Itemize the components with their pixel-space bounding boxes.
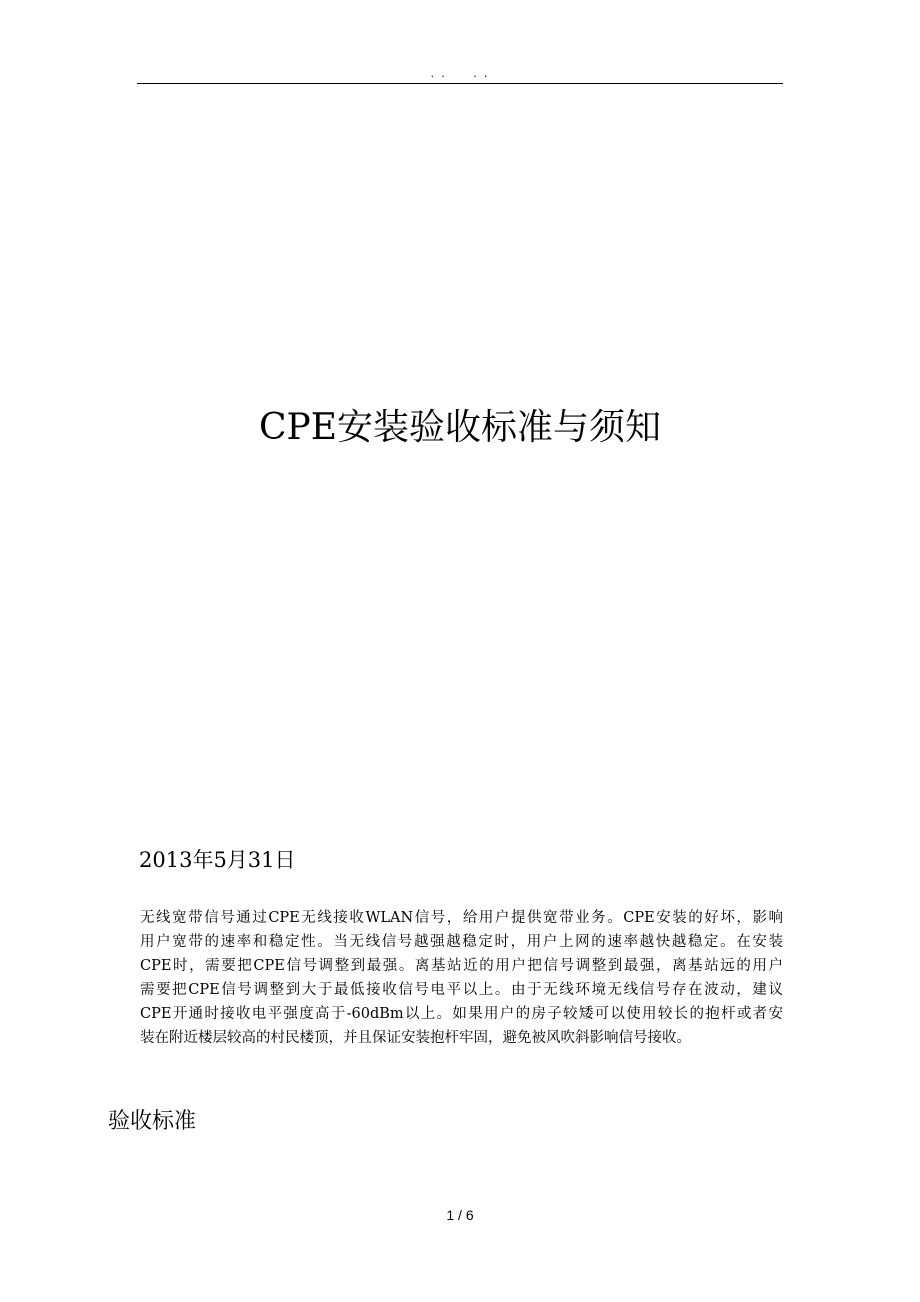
paragraph-line: 无线宽带信号通过CPE无线接收WLAN信号，给用户提供宽带业务。CPE安装的好坏，影响 (140, 910, 783, 926)
document-date: 2013年5月31日 (139, 848, 296, 872)
header-marks: . . . . (430, 66, 490, 80)
paragraph-line: CPE开通时接收电平强度高于-60dBm以上。如果用户的房子较矮可以使用较长的抱杆或者安 (140, 1006, 783, 1022)
header-divider (137, 83, 783, 84)
paragraph-line: 装在附近楼层较高的村民楼顶，并且保证安装抱杆牢固，避免被风吹斜影响信号接收。 (140, 1030, 691, 1046)
document-title: CPE安装验收标准与须知 (258, 407, 662, 448)
page-number: 1 / 6 (446, 1207, 474, 1223)
section-heading: 验收标准 (108, 1109, 197, 1134)
paragraph-line: 用户宽带的速率和稳定性。当无线信号越强越稳定时，用户上网的速率越快越稳定。在安装 (140, 934, 783, 950)
paragraph-line: CPE时，需要把CPE信号调整到最强。离基站近的用户把信号调整到最强，离基站远的用户 (140, 958, 783, 974)
intro-paragraph (140, 906, 783, 1050)
paragraph-line: 需要把CPE信号调整到大于最低接收信号电平以上。由于无线环境无线信号存在波动，建议 (140, 982, 783, 998)
